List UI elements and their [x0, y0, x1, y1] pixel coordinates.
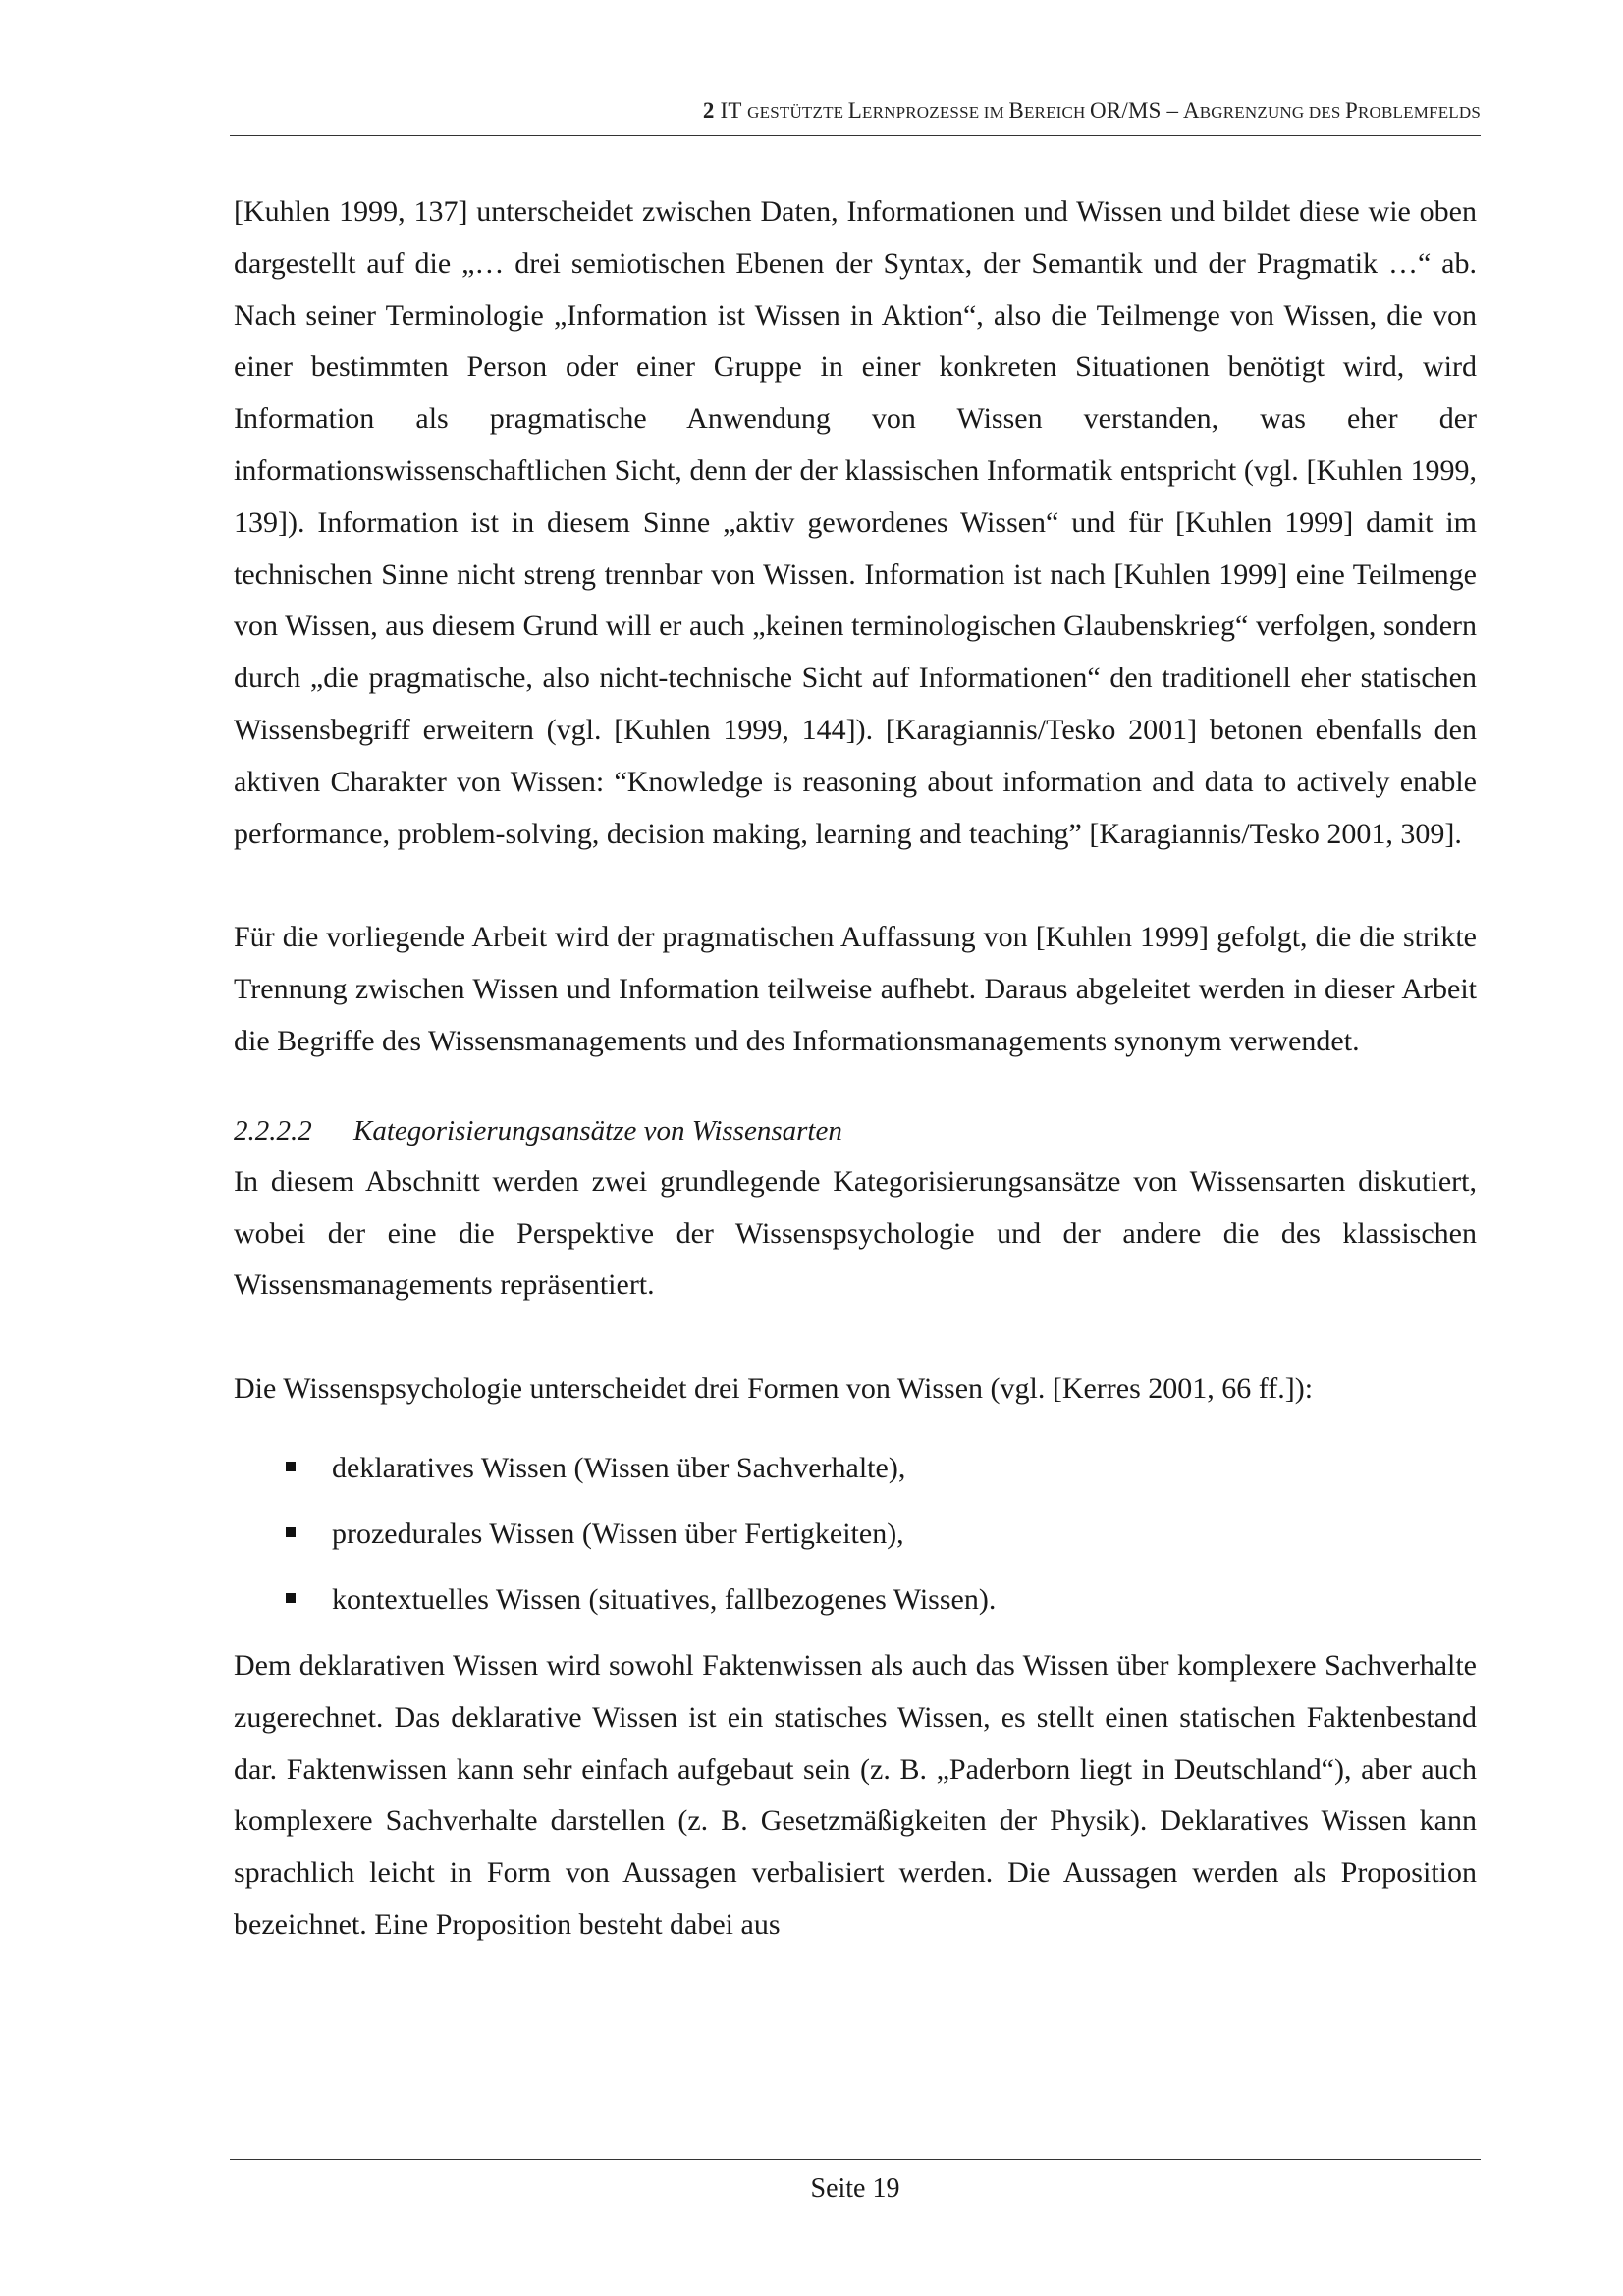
list-spacer [234, 1415, 1477, 1443]
header-title-part: – [1161, 98, 1183, 123]
footer-divider [230, 2159, 1481, 2160]
section-title: Kategorisierungsansätze von Wissensarten [353, 1114, 842, 1147]
paragraph-knowledge-forms: Die Wissenspsychologie unterscheidet drei Formen von Wissen (vgl. [Kerres 2001, 66 ff.]): [234, 1372, 1314, 1406]
page-number: Seite 19 [810, 2173, 900, 2204]
header-title-part: L [847, 98, 862, 123]
header-title-part: B [1008, 98, 1024, 123]
list-item [234, 1509, 1477, 1575]
paragraph-pragmatic-view: Für die vorliegende Arbeit wird der pragmatischen Auffassung von [Kuhlen 1999] gefolgt, die die strikte Trennung zwischen Wissen und Information teilweise aufhebt. Daraus abgeleitet werden in dieser Arbeit die Begriffe des Wissensmanagements und des Informationsmanagements synonym verwendet. [234, 921, 1477, 1057]
header-title-part: A [1182, 98, 1200, 123]
page-body [234, 187, 1477, 1951]
header-title-part: P [1345, 98, 1358, 123]
list-item-text: prozedurales Wissen (Wissen über Fertigkeiten), [332, 1517, 904, 1550]
list-item-text: kontextuelles Wissen (situatives, fallbezogenes Wissen). [332, 1582, 997, 1616]
header-title-part: BGRENZUNG DES [1199, 103, 1345, 122]
header-title [721, 98, 1482, 123]
knowledge-forms-list [234, 1443, 1477, 1640]
bullet-square-icon [286, 1593, 296, 1603]
running-header [230, 98, 1481, 124]
section-number: 2.2.2.2 [234, 1114, 312, 1147]
section-spacer [234, 1068, 1477, 1105]
header-title-part: OR/MS [1090, 98, 1162, 123]
header-divider [230, 135, 1481, 136]
paragraph-kuhlen: [Kuhlen 1999, 137] unterscheidet zwischen Daten, Informationen und Wissen und bildet diese wie oben dargestellt auf die „… drei semiotischen Ebenen der Syntax, der Semantik und der Pragmatik …“ ab. Nach seiner Terminologie „Information ist Wissen in Aktion“, also die Teilmenge von Wissen, die von einer bestimmten Person oder einer Gruppe in einer konkreten Situationen benötigt wird, wird Information als pragmatische Anwendung von Wissen verstanden, was eher der informationswissenschaftlichen Sicht, denn der der klassischen Informatik entspricht (vgl. [Kuhlen 1999, 139]). Information ist in diesem Sinne „aktiv gewordenes Wissen“ und für [Kuhlen 1999] damit im technischen Sinne nicht streng trennbar von Wissen. Information ist nach [Kuhlen 1999] eine Teilmenge von Wissen, aus diesem Grund will er auch „keinen terminologischen Glaubenskrieg“ verfolgen, sondern durch „die pragmatische, also nicht-technische Sicht auf Informationen“ den traditionell eher statischen Wissensbegriff erweitern (vgl. [Kuhlen 1999, 144]). [Karagiannis/Tesko 2001] betonen ebenfalls den aktiven Charakter von Wissen: “Knowledge is reasoning about information and data to actively enable performance, problem-solving, decision making, learning and teaching” [Karagiannis/Tesko 2001, 309]. [234, 195, 1477, 850]
header-title-part: GESTÜTZTE [747, 103, 848, 122]
header-title-part: EREICH [1023, 103, 1090, 122]
header-title-part: ROBLEMFELDS [1358, 103, 1481, 122]
section-heading [234, 1105, 1477, 1156]
list-item [234, 1575, 1477, 1640]
paragraph-spacer [234, 860, 1477, 912]
list-item-text: deklaratives Wissen (Wissen über Sachverhalte), [332, 1451, 906, 1484]
bullet-square-icon [286, 1462, 296, 1471]
bullet-square-icon [286, 1527, 296, 1537]
list-item [234, 1443, 1477, 1509]
paragraph-declarative-knowledge: Dem deklarativen Wissen wird sowohl Faktenwissen als auch das Wissen über komplexere Sachverhalte zugerechnet. Das deklarative Wissen ist ein statisches Wissen, es stellt einen statischen Faktenbestand dar. Faktenwissen kann sehr einfach aufgebaut sein (z. B. „Paderborn liegt in Deutschland“), aber auch komplexere Sachverhalte darstellen (z. B. Gesetzmäßigkeiten der Physik). Deklaratives Wissen kann sprachlich leicht in Form von Aussagen verbalisiert werden. Die Aussagen werden als Proposition bezeichnet. Eine Proposition besteht dabei aus [234, 1648, 1477, 1941]
header-chapter-number: 2 [702, 98, 715, 123]
header-title-part: ERNPROZESSE IM [861, 103, 1009, 122]
paragraph-section-intro: In diesem Abschnitt werden zwei grundlegende Kategorisierungsansätze von Wissensarten diskutiert, wobei der eine die Perspektive der Wissenspsychologie und der andere die des klassischen Wissensmanagements repräsentiert. [234, 1164, 1477, 1302]
header-title-part: IT [720, 98, 748, 123]
paragraph-spacer [234, 1311, 1477, 1363]
